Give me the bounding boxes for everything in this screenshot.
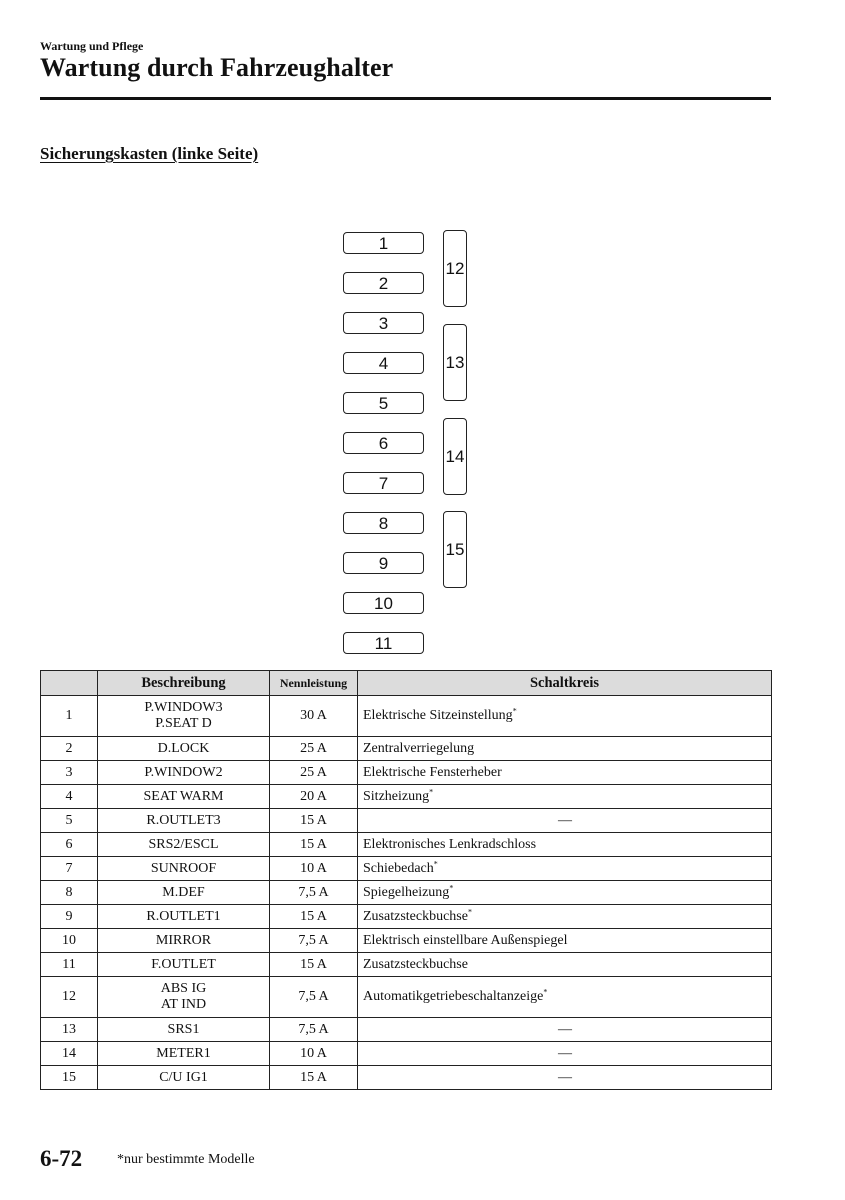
header-rating: Nennleistung: [270, 671, 358, 696]
row-number: 13: [41, 1018, 98, 1042]
row-rating: 15 A: [270, 1066, 358, 1090]
row-number: 15: [41, 1066, 98, 1090]
fuse-11: 11: [343, 632, 424, 654]
row-rating: 10 A: [270, 1042, 358, 1066]
row-description: R.OUTLET1: [98, 905, 270, 929]
header-number: [41, 671, 98, 696]
row-number: 7: [41, 857, 98, 881]
row-description: P.WINDOW3 P.SEAT D: [98, 696, 270, 737]
row-circuit: [358, 857, 772, 881]
row-circuit: [358, 761, 772, 785]
row-circuit: [358, 905, 772, 929]
page-number: 6-72: [40, 1146, 83, 1171]
row-number: 3: [41, 761, 98, 785]
table-row: [41, 1066, 772, 1090]
row-description: SEAT WARM: [98, 785, 270, 809]
fuse-4: 4: [343, 352, 424, 374]
table-row: [41, 857, 772, 881]
table-row: [41, 953, 772, 977]
circuit-text: Sitzheizung: [363, 788, 430, 804]
row-description: SRS2/ESCL: [98, 833, 270, 857]
fuse-1: 1: [343, 232, 424, 254]
row-description: METER1: [98, 1042, 270, 1066]
table-row: [41, 905, 772, 929]
row-rating: 20 A: [270, 785, 358, 809]
table-row: [41, 809, 772, 833]
title-divider: [40, 97, 771, 100]
table-row: [41, 1018, 772, 1042]
row-rating: 25 A: [270, 761, 358, 785]
row-rating: 7,5 A: [270, 881, 358, 905]
table-row: [41, 881, 772, 905]
row-rating: 30 A: [270, 696, 358, 737]
footnote-star-marker: *: [543, 987, 548, 997]
row-rating: 7,5 A: [270, 929, 358, 953]
row-rating: 25 A: [270, 737, 358, 761]
fuse-15: 15: [443, 511, 467, 588]
fuse-9: 9: [343, 552, 424, 574]
row-rating: 7,5 A: [270, 977, 358, 1018]
row-number: 14: [41, 1042, 98, 1066]
fuse-12: 12: [443, 230, 467, 307]
fuse-2: 2: [343, 272, 424, 294]
footnote-star-marker: *: [449, 882, 454, 892]
row-description: SRS1: [98, 1018, 270, 1042]
row-description: F.OUTLET: [98, 953, 270, 977]
page-title: Wartung durch Fahrzeughalter: [40, 53, 394, 82]
row-rating: 7,5 A: [270, 1018, 358, 1042]
footnote-star-marker: *: [429, 786, 434, 796]
row-number: 11: [41, 953, 98, 977]
row-circuit: [358, 1066, 772, 1090]
row-number: 4: [41, 785, 98, 809]
circuit-text: Zentralverriegelung: [363, 740, 475, 756]
row-rating: 10 A: [270, 857, 358, 881]
fuse-table: [40, 670, 772, 1090]
table-row: [41, 785, 772, 809]
row-circuit: [358, 881, 772, 905]
row-description: C/U IG1: [98, 1066, 270, 1090]
table-header-row: [41, 671, 772, 696]
row-circuit: [358, 809, 772, 833]
footnote-star-marker: *: [433, 858, 438, 868]
circuit-text: Elektrische Sitzeinstellung: [363, 708, 513, 723]
row-circuit: [358, 833, 772, 857]
circuit-text: Zusatzsteckbuchse: [363, 956, 468, 972]
footnote: *nur bestimmte Modelle: [117, 1152, 255, 1167]
header-circuit: Schaltkreis: [358, 671, 772, 696]
circuit-text: Schiebedach: [363, 860, 434, 876]
table-row: [41, 833, 772, 857]
table-row: [41, 1042, 772, 1066]
row-description: MIRROR: [98, 929, 270, 953]
footnote-star-marker: *: [467, 906, 472, 916]
circuit-text: Automatikgetriebeschaltanzeige: [363, 989, 544, 1004]
circuit-text: Elektrisch einstellbare Außenspiegel: [363, 932, 568, 948]
fuse-5: 5: [343, 392, 424, 414]
table-row: [41, 977, 772, 1018]
fuse-13: 13: [443, 324, 467, 401]
row-description: R.OUTLET3: [98, 809, 270, 833]
row-circuit: [358, 737, 772, 761]
circuit-text: Spiegelheizung: [363, 884, 450, 900]
row-number: 10: [41, 929, 98, 953]
fuse-6: 6: [343, 432, 424, 454]
table-row: [41, 761, 772, 785]
row-number: 8: [41, 881, 98, 905]
row-description: M.DEF: [98, 881, 270, 905]
fuse-3: 3: [343, 312, 424, 334]
row-circuit: [358, 929, 772, 953]
table-row: [41, 737, 772, 761]
row-description: P.WINDOW2: [98, 761, 270, 785]
circuit-text: —: [558, 1045, 572, 1061]
fuse-7: 7: [343, 472, 424, 494]
footnote-star-marker: *: [512, 706, 517, 716]
section-label: Wartung und Pflege: [40, 39, 144, 53]
circuit-text: —: [558, 1021, 572, 1037]
row-circuit: [358, 785, 772, 809]
row-number: 5: [41, 809, 98, 833]
row-circuit: [358, 1042, 772, 1066]
circuit-text: Elektrische Fensterheber: [363, 764, 502, 780]
row-number: 6: [41, 833, 98, 857]
row-number: 12: [41, 977, 98, 1018]
circuit-text: —: [558, 812, 572, 828]
table-row: [41, 696, 772, 737]
row-number: 9: [41, 905, 98, 929]
row-circuit: [358, 696, 772, 737]
circuit-text: Elektronisches Lenkradschloss: [363, 836, 537, 852]
fuse-10: 10: [343, 592, 424, 614]
row-description: SUNROOF: [98, 857, 270, 881]
row-description: D.LOCK: [98, 737, 270, 761]
subsection-heading: Sicherungskasten (linke Seite): [40, 144, 259, 163]
row-circuit: [358, 953, 772, 977]
table-row: [41, 929, 772, 953]
circuit-text: Zusatzsteckbuchse: [363, 908, 468, 924]
row-rating: 15 A: [270, 953, 358, 977]
row-number: 1: [41, 696, 98, 737]
fuse-8: 8: [343, 512, 424, 534]
row-circuit: [358, 1018, 772, 1042]
fuse-14: 14: [443, 418, 467, 495]
row-description: ABS IG AT IND: [98, 977, 270, 1018]
row-circuit: [358, 977, 772, 1018]
row-rating: 15 A: [270, 833, 358, 857]
row-rating: 15 A: [270, 905, 358, 929]
row-rating: 15 A: [270, 809, 358, 833]
header-description: Beschreibung: [98, 671, 270, 696]
circuit-text: —: [558, 1069, 572, 1085]
row-number: 2: [41, 737, 98, 761]
